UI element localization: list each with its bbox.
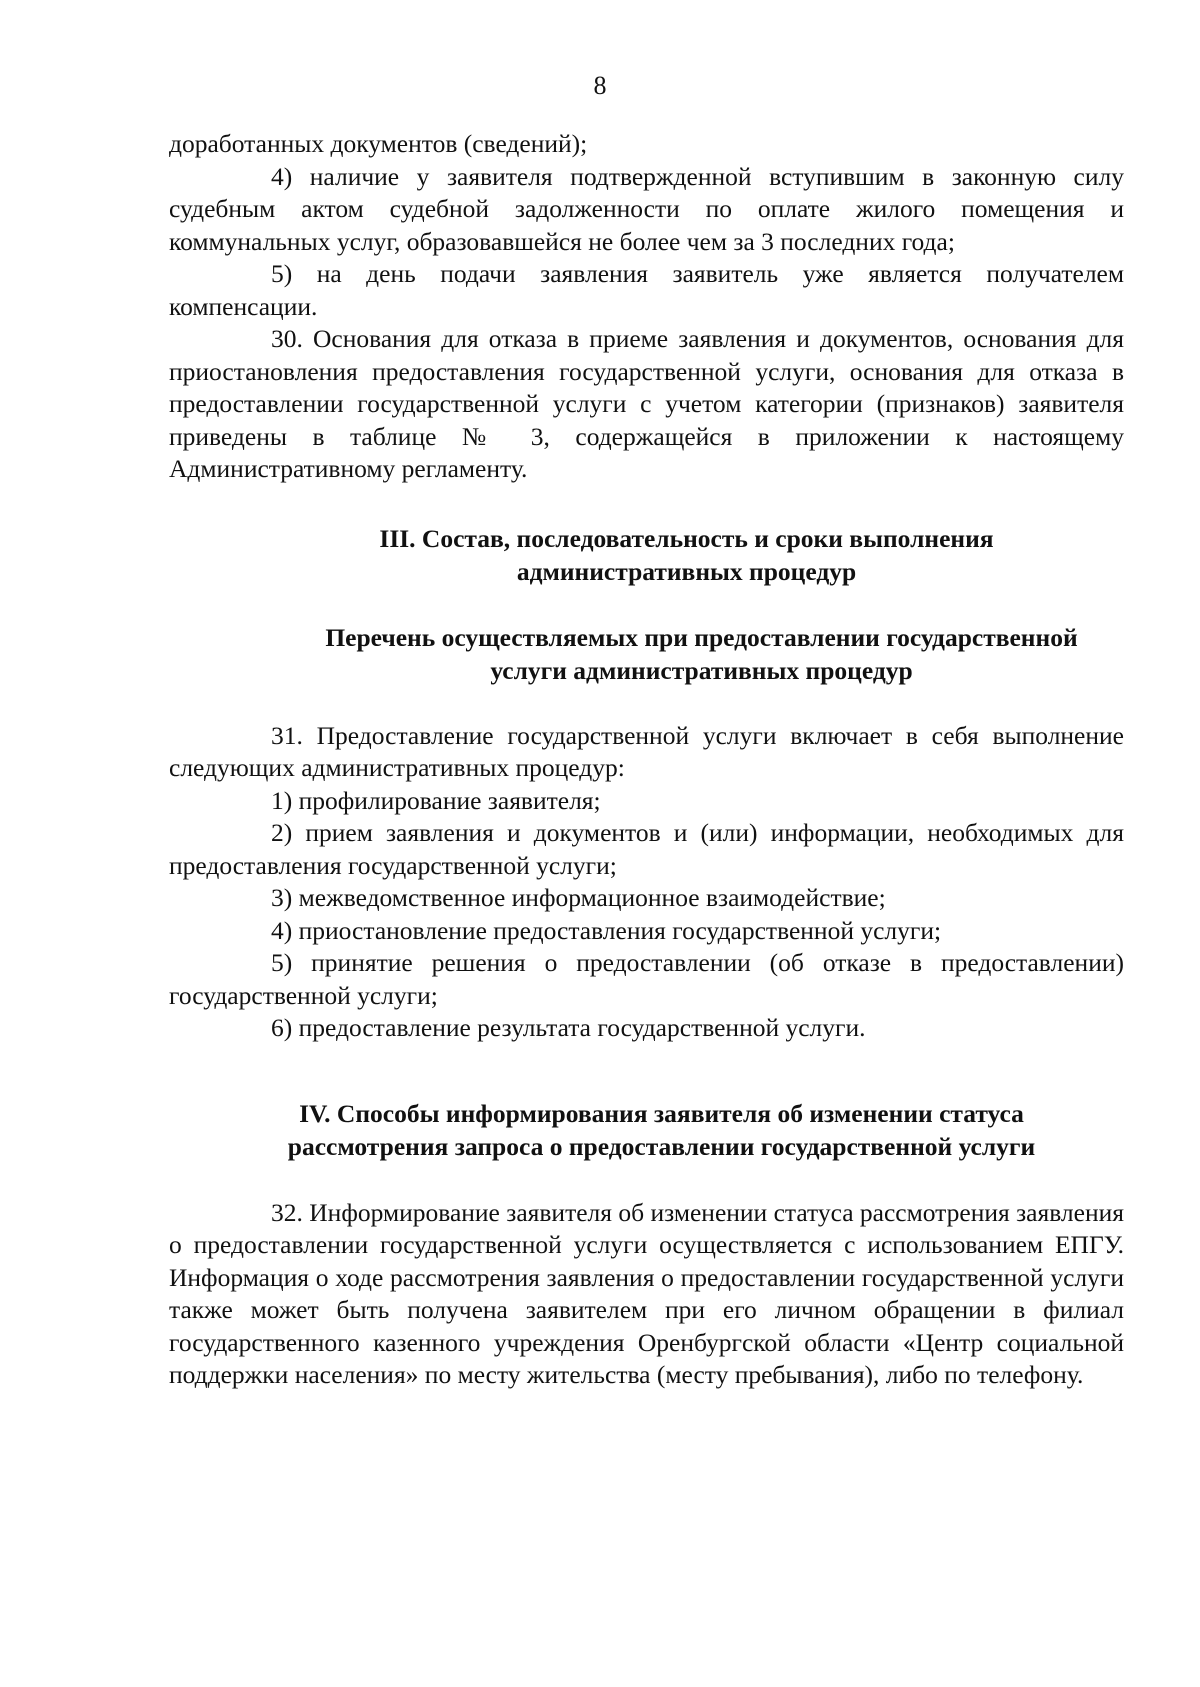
procedure-item-3: 3) межведомственное информационное взаимодействие; [271, 883, 886, 912]
section-3-title-line2: административных процедур [516, 556, 857, 586]
procedures-list-heading [169, 621, 1124, 687]
paragraph-31: 31. Предоставление государственной услуги включает в себя выполнение следующих административных процедур: [169, 720, 1124, 782]
procedure-item-1: 1) профилирование заявителя; [271, 785, 601, 815]
procedures-heading-line1: Перечень осуществляемых при предоставлении государственной [325, 622, 1078, 652]
section-4-heading [169, 1097, 1124, 1163]
procedure-item-6: 6) предоставление результата государственной услуги. [271, 1013, 866, 1042]
page-number: 8 [593, 71, 607, 100]
procedure-item-4: 4) приостановление предоставления государственной услуги; [271, 915, 942, 945]
procedures-heading-line2: услуги административных процедур [490, 655, 913, 685]
document-body [169, 128, 1124, 1392]
list-item-4: 4) наличие у заявителя подтвержденной вступившим в законную силу судебным актом судебной задолженности по оплате жилого помещения и коммунальных услуг, образовавшейся не более чем за 3 последних года; [169, 161, 1124, 256]
section-4-title-line1: IV. Способы информирования заявителя об изменении статуса [299, 1098, 1024, 1128]
section-4-title-line2: рассмотрения запроса о предоставлении государственной услуги [287, 1131, 1036, 1161]
list-item-5: 5) на день подачи заявления заявитель уже является получателем компенсации. [169, 259, 1124, 321]
section-3-heading [169, 522, 1124, 588]
paragraph-30: 30. Основания для отказа в приеме заявления и документов, основания для приостановления предоставления государственной услуги, основания для отказа в предоставлении государственной услуги с учетом категории (признаков) заявителя приведены в таблице № 3, содержащейся в приложении к настоящему Административному регламенту. [169, 324, 1124, 483]
paragraph-continuation: доработанных документов (сведений); [169, 129, 588, 158]
procedure-item-2: 2) прием заявления и документов и (или) информации, необходимых для предоставления государственной услуги; [169, 818, 1124, 880]
procedure-item-5: 5) принятие решения о предоставлении (об отказе в предоставлении) государственной услуги; [169, 948, 1124, 1010]
section-3-title-line1: III. Состав, последовательность и сроки выполнения [379, 523, 994, 553]
paragraph-32: 32. Информирование заявителя об изменении статуса рассмотрения заявления о предоставлении государственной услуги осуществляется с использованием ЕПГУ. Информация о ходе рассмотрения заявления о предоставлении государственной услуги также может быть получена заявителем при его личном обращении в филиал государственного казенного учреждения Оренбургской области «Центр социальной поддержки населения» по месту жительства (месту пребывания), либо по телефону. [169, 1197, 1124, 1389]
